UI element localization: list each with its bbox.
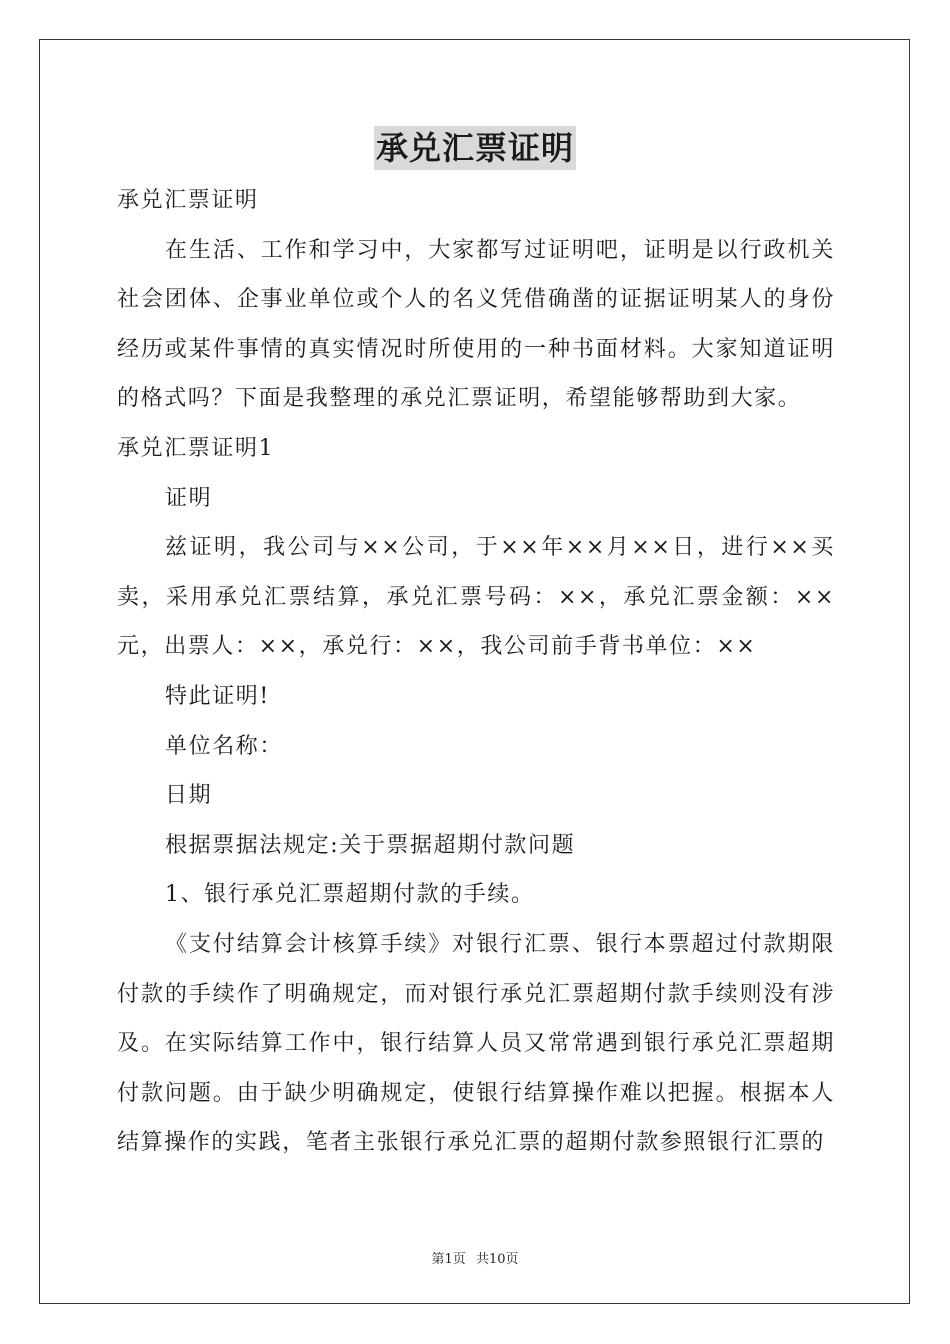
title-container	[0, 126, 950, 170]
closing-statement: 特此证明!	[165, 683, 270, 709]
subtitle-paragraph: 承兑汇票证明	[117, 188, 259, 213]
unit-name-line: 单位名称：	[165, 733, 284, 759]
law-reference-paragraph: 根据票据法规定:关于票据超期付款问题	[165, 832, 576, 858]
page-number: 第1页	[431, 1252, 466, 1267]
section-heading: 承兑汇票证明1	[117, 435, 275, 461]
document-title: 承兑汇票证明	[374, 126, 576, 170]
intro-paragraph: 在生活、工作和学习中，大家都写过证明吧，证明是以行政机关社会团体、企事业单位或个人的名义凭借确凿的证据证明某人的身份经历或某件事情的真实情况时所使用的一种书面材料。大家知道证明的格式吗？下面是我整理的承兑汇票证明，希望能够帮助到大家。	[117, 237, 835, 412]
page-footer	[0, 1248, 950, 1267]
certificate-heading: 证明	[165, 485, 213, 511]
certificate-body-paragraph: 兹证明，我公司与××公司，于××年××月××日，进行××买卖，采用承兑汇票结算，承兑汇票号码：××，承兑汇票金额：××元，出票人：××，承兑行：××，我公司前手背书单位：××	[117, 535, 835, 660]
document-body	[117, 176, 835, 1168]
total-pages: 共10页	[475, 1252, 519, 1267]
body-paragraph: 《支付结算会计核算手续》对银行汇票、银行本票超过付款期限付款的手续作了明确规定，而对银行承兑汇票超期付款手续则没有涉及。在实际结算工作中，银行结算人员又常常遇到银行承兑汇票超期付款问题。由于缺少明确规定，使银行结算操作难以把握。根据本人结算操作的实践，笔者主张银行承兑汇票的超期付款参照银行汇票的	[117, 931, 835, 1156]
list-item-heading: 1、银行承兑汇票超期付款的手续。	[165, 882, 535, 908]
date-line: 日期	[165, 783, 213, 809]
